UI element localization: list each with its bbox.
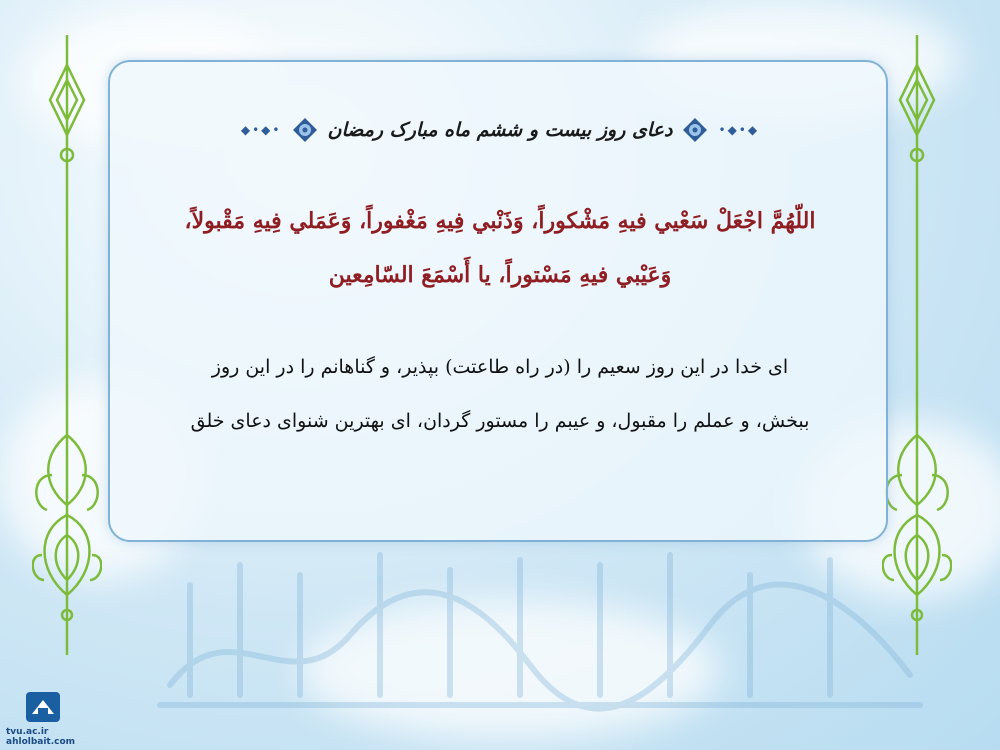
title-dots-left: ◆•◆• bbox=[240, 123, 282, 137]
arabic-line-1: اللّهُمَّ اجْعَلْ سَعْيي فيهِ مَشْكوراً، وَذَنْبي فِيهِ مَغْفوراً، وَعَمَلي فِيهِ مَقْبولاً، bbox=[184, 208, 816, 234]
logo-text-1: tvu.ac.ir bbox=[6, 727, 49, 737]
persian-line-2: ببخش، و عملم را مقبول، و عیبم را مستور گردان، ای بهترین شنوای دعای خلق bbox=[190, 410, 810, 432]
background-calligraphy bbox=[150, 545, 930, 715]
logo-text bbox=[6, 727, 75, 747]
persian-line-1: ای خدا در این روز سعیم را (در راه طاعتت) بپذیر، و گناهانم را در این روز bbox=[211, 356, 789, 378]
title-dots-right: •◆•◆ bbox=[718, 123, 760, 137]
arabic-line-2: وَعَيْبي فيهِ مَسْتوراً، يا أَسْمَعَ السّامِعين bbox=[328, 262, 672, 288]
title-row bbox=[0, 112, 1000, 148]
page-title: دعای روز بیست و ششم ماه مبارک رمضان bbox=[327, 119, 673, 141]
medallion-icon bbox=[682, 117, 708, 143]
logo-text-2: ahlolbait.com bbox=[6, 737, 76, 747]
medallion-icon bbox=[292, 117, 318, 143]
